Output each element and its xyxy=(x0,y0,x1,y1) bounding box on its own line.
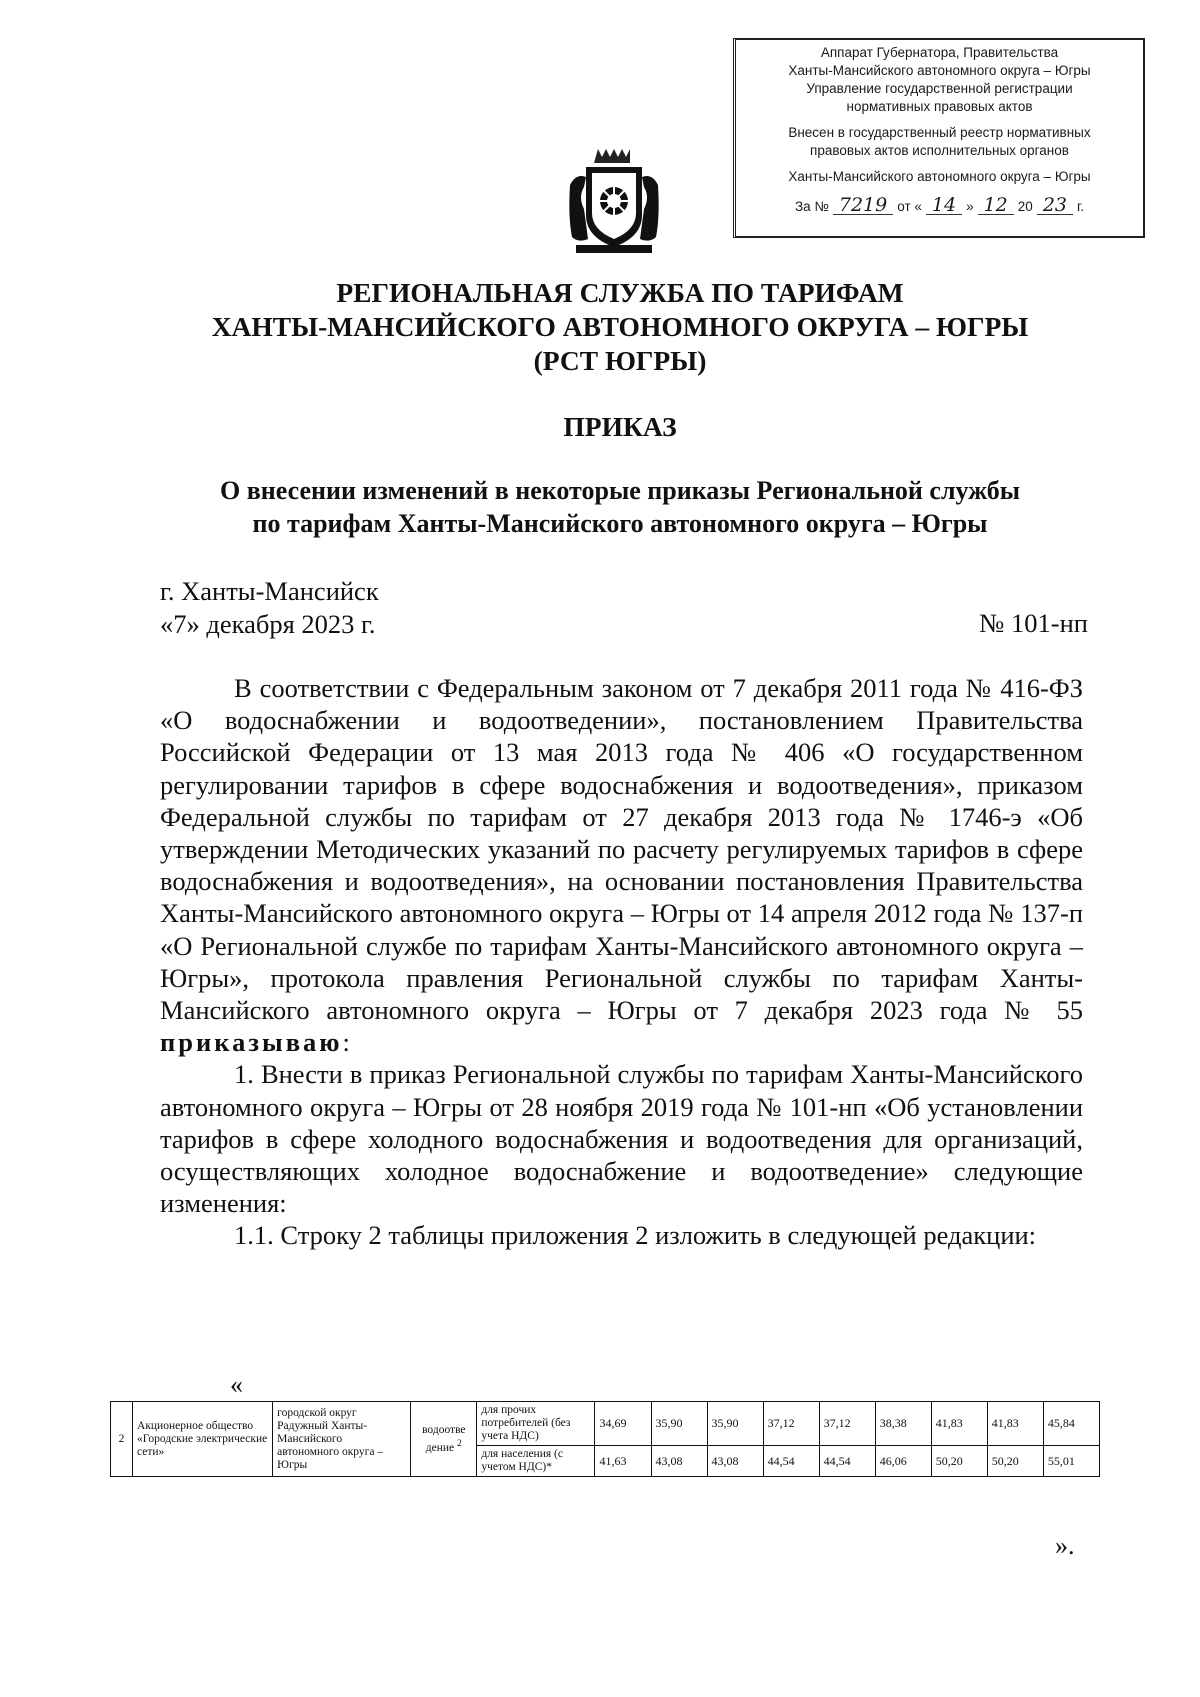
registration-stamp xyxy=(733,38,1145,238)
document-body xyxy=(160,672,1083,1252)
stamp-line: нормативных правовых актов xyxy=(846,99,1033,114)
place-and-date xyxy=(160,575,379,641)
table-cell-value: 38,38 xyxy=(875,1402,931,1446)
table-cell-value: 55,01 xyxy=(1043,1446,1099,1477)
stamp-line: Ханты-Мансийского автономного округа – Югры xyxy=(788,63,1091,78)
footnote-mark: 2 xyxy=(457,1437,462,1449)
stamp-registration-number: За № 7219 от « 14 » 12 20 23 г. xyxy=(794,194,1085,216)
table-cell-category: для прочих потребителей (без учета НДС) xyxy=(477,1402,595,1446)
table-cell-value: 37,12 xyxy=(819,1402,875,1446)
tariff-table xyxy=(110,1401,1100,1477)
order-word: приказываю xyxy=(160,1027,343,1058)
closing-quote: ». xyxy=(1055,1531,1075,1560)
document-number: № 101-нп xyxy=(979,608,1088,638)
stamp-line: Управление государственной регистрации xyxy=(806,81,1073,96)
table-cell-organization: Акционерное общество «Городские электрические сети» xyxy=(133,1402,273,1477)
table-cell-value: 50,20 xyxy=(931,1446,987,1477)
table-cell-value: 44,54 xyxy=(819,1446,875,1477)
coat-of-arms-icon xyxy=(568,145,660,257)
table-cell-category: для населения (с учетом НДС)* xyxy=(477,1446,595,1477)
table-cell-value: 50,20 xyxy=(987,1446,1043,1477)
table-cell-value: 43,08 xyxy=(651,1446,707,1477)
table-cell-value: 35,90 xyxy=(651,1402,707,1446)
document-subject: О внесении изменений в некоторые приказы Региональной службы по тарифам Ханты-Мансийского автономного округа – Югры xyxy=(219,476,1021,538)
stamp-line: Внесен в государственный реестр нормативных xyxy=(788,125,1091,140)
table-row xyxy=(111,1402,1100,1446)
table-cell-value: 43,08 xyxy=(707,1446,763,1477)
stamp-reg-day: 14 xyxy=(926,196,962,215)
table-cell-value: 41,63 xyxy=(595,1446,651,1477)
stamp-line: Аппарат Губернатора, Правительства xyxy=(820,45,1059,60)
preamble-paragraph: В соответствии с Федеральным законом от 7 декабря 2011 года № 416-ФЗ «О водоснабжении и водоотведении», постановлением Правительства Российской Федерации от 13 мая 2013 года № 406 «О государственном регулировании тарифов в сфере водоснабжения и водоотведения», приказом Федеральной службы по тарифам от 27 декабря 2013 года № 1746-э «Об утверждении Методических указаний по расчету регулируемых тарифов в сфере водоснабжения и водоотведения», на основании постановления Правительства Ханты-Мансийского автономного округа – Югры от 14 апреля 2012 года № 137-п «О Региональной службе по тарифам Ханты-Мансийского автономного округа – Югры», протокола правления Региональной службы по тарифам Ханты-Мансийского автономного округа – Югры от 7 декабря 2023 года № 55 xyxy=(160,673,1083,1026)
table-cell-value: 35,90 xyxy=(707,1402,763,1446)
item-1-1-paragraph: 1.1. Строку 2 таблицы приложения 2 изложить в следующей редакции: xyxy=(234,1220,1037,1251)
item-1-paragraph: 1. Внести в приказ Региональной службы по тарифам Ханты-Мансийского автономного округа – Югры от 28 ноября 2019 года № 101-нп «Об установлении тарифов в сфере холодного водоснабжения и водоотведения для организаций, осуществляющих холодное водоснабжение и водоотведение» следующие изменения: xyxy=(160,1059,1083,1219)
document-type: ПРИКАЗ xyxy=(563,411,677,442)
table-cell-value: 46,06 xyxy=(875,1446,931,1477)
table-cell-value: 45,84 xyxy=(1043,1402,1099,1446)
stamp-reg-month: 12 xyxy=(978,196,1014,215)
stamp-reg-year: 23 xyxy=(1037,196,1073,215)
table-cell-value: 44,54 xyxy=(763,1446,819,1477)
city: г. Ханты-Мансийск xyxy=(160,576,379,606)
table-cell-service: водоотве дение $^2$ xyxy=(411,1402,477,1477)
table-cell-value: 41,83 xyxy=(931,1402,987,1446)
table-cell-row-number: 2 xyxy=(111,1402,133,1477)
opening-quote: « xyxy=(230,1370,243,1399)
table-cell-value: 37,12 xyxy=(763,1402,819,1446)
stamp-reg-number: 7219 xyxy=(833,196,893,215)
stamp-line: Ханты-Мансийского автономного округа – Югры xyxy=(788,169,1091,184)
table-cell-value: 41,83 xyxy=(987,1402,1043,1446)
table-cell-value: 34,69 xyxy=(595,1402,651,1446)
document-date: «7» декабря 2023 г. xyxy=(160,609,376,639)
table-cell-territory: городской округ Радужный Ханты-Мансийского автономного округа – Югры xyxy=(273,1402,411,1477)
order-word-line: приказываю: xyxy=(160,1027,350,1058)
organization-name: РЕГИОНАЛЬНАЯ СЛУЖБА ПО ТАРИФАМ ХАНТЫ-МАНСИЙСКОГО АВТОНОМНОГО ОКРУГА – ЮГРЫ (РСТ ЮГРЫ) xyxy=(211,277,1029,376)
stamp-line: правовых актов исполнительных органов xyxy=(810,143,1069,158)
